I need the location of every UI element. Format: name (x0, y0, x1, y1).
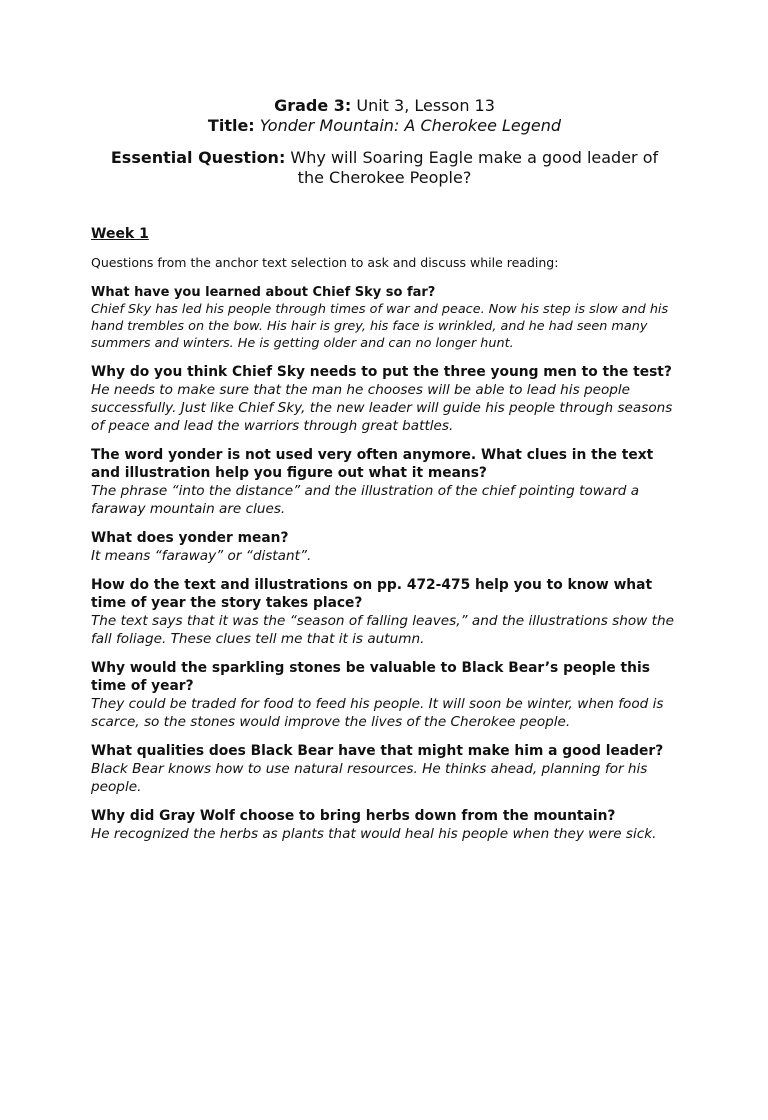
answer: Chief Sky has led his people through times of war and peace. Now his step is slow and his hand trembles on the bow. His hair is grey, his face is wrinkled, and he had seen many summers and winters. He is getting older and can no longer hunt. (91, 302, 669, 351)
answer: The phrase “into the distance” and the illustration of the chief pointing toward a faraway mountain are clues. (91, 483, 640, 517)
answer: They could be traded for food to feed his people. It will soon be winter, when food is scarce, so the stones would improve the lives of the Cherokee people. (91, 696, 664, 730)
question: Why would the sparkling stones be valuable to Black Bear’s people this time of year? (91, 660, 650, 694)
week-heading: Week 1 (91, 226, 149, 242)
answer: Black Bear knows how to use natural resources. He thinks ahead, planning for his people. (91, 761, 648, 795)
question: What have you learned about Chief Sky so far? (91, 285, 436, 300)
qa-item (91, 659, 678, 731)
document-page (0, 96, 768, 1120)
intro-text: Questions from the anchor text selection to ask and discuss while reading: (91, 255, 559, 270)
question: Why did Gray Wolf choose to bring herbs down from the mountain? (91, 808, 616, 824)
answer: He needs to make sure that the man he chooses will be able to lead his people successfully. Just like Chief Sky, the new leader will guide his people through seasons of peace and lead the warriors through great battles. (91, 382, 673, 434)
qa-item (91, 807, 678, 843)
answer: He recognized the herbs as plants that would heal his people when they were sick. (91, 826, 657, 842)
qa-item (91, 742, 678, 796)
question: What does yonder mean? (91, 530, 289, 546)
essential-question-label: Essential Question: (110, 148, 286, 167)
qa-item (91, 576, 678, 648)
qa-item (91, 529, 678, 565)
title-line (91, 116, 678, 136)
title-value: Yonder Mountain: A Cherokee Legend (254, 116, 562, 135)
grade-line (91, 96, 678, 116)
qa-item (91, 446, 678, 518)
question: The word yonder is not used very often anymore. What clues in the text and illustration help you figure out what it means? (91, 447, 654, 481)
answer: It means “faraway” or “distant”. (91, 548, 312, 564)
title-label: Title: (207, 116, 255, 135)
qa-item (91, 284, 678, 352)
grade-label: Grade 3: (274, 96, 352, 115)
essential-question (91, 148, 678, 188)
question: How do the text and illustrations on pp. 472-475 help you to know what time of year the story takes place? (91, 577, 653, 611)
qa-item (91, 363, 678, 435)
essential-question-text: Why will Soaring Eagle make a good leader of the Cherokee People? (285, 148, 659, 187)
grade-value: Unit 3, Lesson 13 (351, 96, 495, 115)
lesson-header (91, 96, 678, 188)
question: Why do you think Chief Sky needs to put the three young men to the test? (91, 364, 672, 380)
question: What qualities does Black Bear have that might make him a good leader? (91, 743, 664, 759)
answer: The text says that it was the “season of falling leaves,” and the illustrations show the fall foliage. These clues tell me that it is autumn. (91, 613, 674, 647)
